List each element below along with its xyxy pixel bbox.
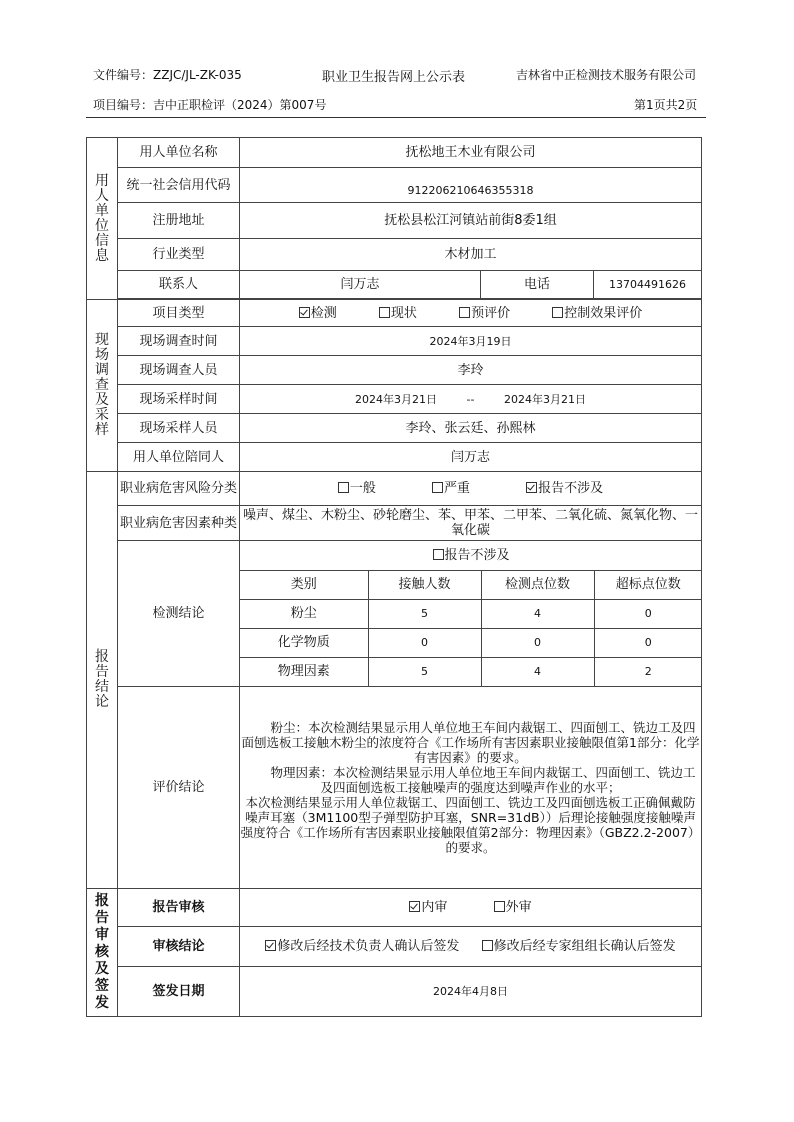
industry-label: 行业类型 — [118, 239, 240, 271]
row-category: 化学物质 — [240, 628, 368, 657]
doc-number: 文件编号：ZZJC/JL-ZK-035 — [93, 68, 242, 82]
section-unit-info: 用 人 单 位 信 息 — [87, 138, 118, 300]
project-type-label: 项目类型 — [118, 300, 240, 327]
project-type-options — [240, 300, 702, 327]
checkbox[interactable] — [409, 901, 420, 912]
contact-value: 闫万志 — [240, 271, 481, 299]
surveyor-label: 现场调查人员 — [118, 356, 240, 385]
row-exposed: 5 — [368, 599, 481, 628]
credit-code-value: 912206210646355318 — [240, 168, 702, 203]
section-review: 报 告 审 核 及 签 发 — [87, 889, 118, 1017]
risk-label: 职业病危害风险分类 — [118, 472, 240, 506]
option-internal-audit[interactable]: 内审 — [409, 900, 447, 915]
detect-not-involved[interactable]: 报告不涉及 — [240, 541, 702, 570]
sampling-separator: -- — [466, 392, 475, 406]
row-points: 4 — [481, 657, 594, 686]
sampling-start: 2024年3月21日 — [355, 392, 437, 406]
industry-value: 木材加工 — [240, 239, 702, 271]
option-serious[interactable]: 严重 — [432, 481, 470, 496]
eval-physical: 物理因素：本次检测结果显示用人单位地王车间内裁锯工、四面刨工、铣边工及四面刨选板工接触噪声的强度达到噪声作业的水平； — [270, 765, 696, 795]
company-name: 吉林省中正检测技术服务有限公司 — [516, 68, 697, 82]
escort-value: 闫万志 — [240, 443, 702, 472]
row-exposed: 0 — [368, 628, 481, 657]
checkbox[interactable] — [526, 482, 537, 493]
sampling-time-label: 现场采样时间 — [118, 385, 240, 414]
sampling-time-value — [240, 385, 702, 414]
option-pre-evaluation[interactable]: 预评价 — [459, 306, 510, 321]
option-expert-approve[interactable]: 修改后经专家组组长确认后签发 — [482, 939, 676, 954]
page-number: 第1页共2页 — [634, 98, 698, 112]
col-header-exceeded: 超标点位数 — [594, 570, 702, 599]
address-value: 抚松县松江河镇站前街8委1组 — [240, 203, 702, 239]
col-header-category: 类别 — [240, 570, 368, 599]
section-survey: 现 场 调 查 及 采 样 — [87, 300, 118, 472]
checkbox[interactable] — [552, 307, 563, 318]
survey-time-value: 2024年3月19日 — [240, 327, 702, 356]
unit-name-value: 抚松地王木业有限公司 — [240, 138, 702, 168]
audit-options — [240, 889, 702, 927]
checkbox[interactable] — [432, 482, 443, 493]
checkbox[interactable] — [338, 482, 349, 493]
survey-time-label: 现场调查时间 — [118, 327, 240, 356]
credit-code-label: 统一社会信用代码 — [118, 168, 240, 203]
col-header-exposed: 接触人数 — [368, 570, 481, 599]
result-label: 审核结论 — [118, 927, 240, 967]
row-exceeded: 0 — [594, 628, 702, 657]
sampling-end: 2024年3月21日 — [504, 392, 586, 406]
row-points: 0 — [481, 628, 594, 657]
checkbox[interactable] — [459, 307, 470, 318]
option-status[interactable]: 现状 — [379, 306, 417, 321]
report-table — [86, 137, 702, 1017]
address-label: 注册地址 — [118, 203, 240, 239]
contact-label: 联系人 — [118, 271, 240, 299]
doc-title: 职业卫生报告网上公示表 — [322, 70, 466, 85]
option-tech-lead-approve[interactable]: 修改后经技术负责人确认后签发 — [265, 939, 459, 954]
detect-label: 检测结论 — [118, 541, 240, 687]
audit-label: 报告审核 — [118, 889, 240, 927]
eval-label: 评价结论 — [118, 687, 240, 889]
table-row — [240, 599, 702, 628]
checkbox[interactable] — [482, 940, 493, 951]
date-value: 2024年4月8日 — [240, 967, 702, 1017]
row-exceeded: 2 — [644, 665, 652, 679]
row-category: 粉尘 — [240, 599, 368, 628]
row-points: 4 — [481, 599, 594, 628]
phone-value: 13704491626 — [594, 271, 702, 299]
escort-label: 用人单位陪同人 — [118, 443, 240, 472]
checkbox[interactable] — [379, 307, 390, 318]
eval-dust: 粉尘：本次检测结果显示用人单位地王车间内裁锯工、四面刨工、铣边工及四面刨选板工接触木粉尘的浓度符合《工作场所有害因素职业接触限值第1部分：化学有害因素》的要求。 — [241, 720, 700, 765]
checkbox[interactable] — [265, 940, 276, 951]
row-exceeded: 0 — [594, 599, 702, 628]
factor-label: 职业病危害因素种类 — [118, 506, 240, 541]
factor-value: 噪声、煤尘、木粉尘、砂轮磨尘、苯、甲苯、二甲苯、二氧化硫、氮氧化物、一氧化碳 — [240, 506, 702, 541]
checkbox[interactable] — [433, 549, 444, 560]
row-exposed: 5 — [368, 657, 481, 686]
option-control-effect[interactable]: 控制效果评价 — [552, 306, 642, 321]
row-category: 物理因素 — [240, 657, 368, 686]
risk-options — [240, 472, 702, 506]
table-row — [240, 628, 702, 657]
samplers-value: 李玲、张云廷、孙熙林 — [240, 414, 702, 443]
result-options — [240, 927, 702, 967]
eval-noise-protection: 本次检测结果显示用人单位裁锯工、四面刨工、铣边工及四面刨选板工正确佩戴防噪声耳塞（3M1100型子弹型防护耳塞，SNR=31dB））后理论接触强度接触噪声强度符合《工作场所有害因素职业接触限值第2部分：物理因素》（GBZ2.2-2007）的要求。 — [240, 795, 701, 855]
detect-table — [240, 541, 702, 686]
checkbox[interactable] — [494, 901, 505, 912]
table-row — [240, 657, 702, 686]
eval-text — [240, 687, 702, 889]
header-divider — [86, 117, 706, 118]
project-number: 项目编号：吉中正职检评（2024）第007号 — [93, 98, 327, 112]
surveyor-value: 李玲 — [240, 356, 702, 385]
unit-name-label: 用人单位名称 — [118, 138, 240, 168]
option-external-audit[interactable]: 外审 — [494, 900, 532, 915]
checkbox[interactable] — [299, 307, 310, 318]
detect-table-cell — [240, 541, 702, 687]
option-detection[interactable]: 检测 — [299, 306, 337, 321]
option-not-involved[interactable]: 报告不涉及 — [526, 481, 603, 496]
section-conclusion: 报 告 结 论 — [87, 472, 118, 889]
option-general[interactable]: 一般 — [338, 481, 376, 496]
phone-label: 电话 — [481, 271, 594, 299]
col-header-points: 检测点位数 — [481, 570, 594, 599]
samplers-label: 现场采样人员 — [118, 414, 240, 443]
date-label: 签发日期 — [118, 967, 240, 1017]
